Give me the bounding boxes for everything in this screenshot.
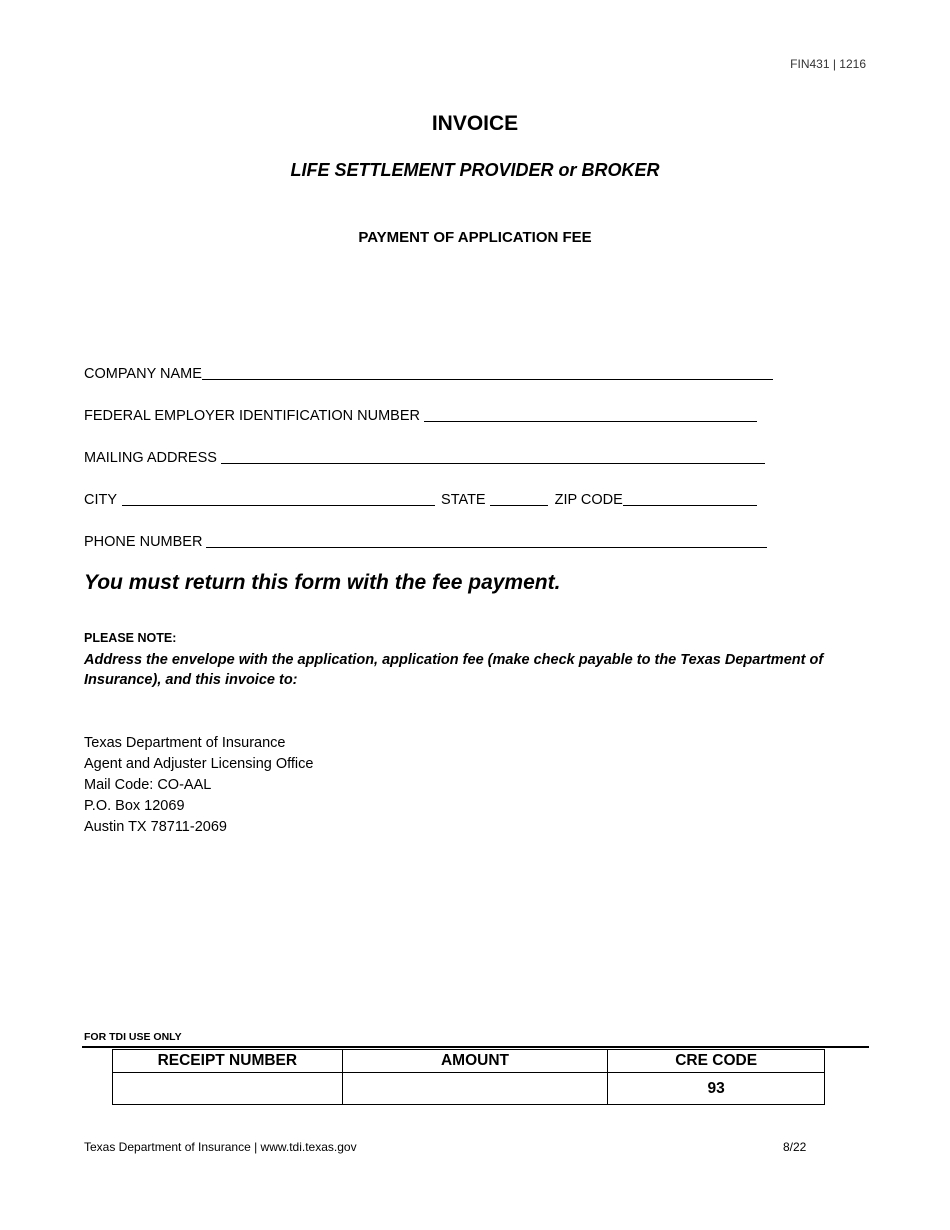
tdi-divider	[82, 1046, 869, 1048]
table-header-row	[113, 1050, 825, 1073]
return-notice: You must return this form with the fee payment.	[84, 571, 561, 594]
page-title: INVOICE	[431, 112, 519, 135]
section-title: PAYMENT OF APPLICATION FEE	[358, 229, 592, 246]
address-line: Agent and Adjuster Licensing Office	[84, 756, 314, 772]
mailing-address-block	[84, 733, 313, 838]
city-state-zip-row	[84, 488, 757, 508]
page-subtitle: LIFE SETTLEMENT PROVIDER or BROKER	[290, 160, 660, 180]
city-field[interactable]	[122, 491, 435, 506]
company-name-field[interactable]	[202, 365, 773, 380]
footer-agency: Texas Department of Insurance | www.tdi.texas.gov	[84, 1140, 357, 1154]
fein-field[interactable]	[424, 407, 757, 422]
state-label: STATE	[441, 492, 486, 508]
mailing-address-field[interactable]	[221, 449, 765, 464]
receipt-number-cell[interactable]	[113, 1073, 343, 1105]
phone-field[interactable]	[206, 533, 767, 548]
zip-label: ZIP CODE	[554, 492, 623, 508]
cre-code-cell: 93	[608, 1073, 825, 1105]
note-heading: PLEASE NOTE:	[84, 631, 177, 645]
note-body: Address the envelope with the application, application fee (make check payable to the Texas Department of Insurance), and this invoice to:	[84, 652, 824, 688]
cre-code-header: CRE CODE	[608, 1050, 825, 1073]
amount-cell[interactable]	[342, 1073, 608, 1105]
amount-header: AMOUNT	[342, 1050, 608, 1073]
phone-row	[84, 530, 767, 550]
mailing-address-row	[84, 446, 765, 466]
company-name-row	[84, 362, 773, 382]
phone-label: PHONE NUMBER	[84, 534, 203, 550]
fein-row	[84, 404, 757, 424]
receipt-number-header: RECEIPT NUMBER	[113, 1050, 343, 1073]
address-line: Texas Department of Insurance	[84, 735, 286, 751]
company-name-label: COMPANY NAME	[84, 366, 202, 382]
table-row	[113, 1073, 825, 1105]
address-line: P.O. Box 12069	[84, 798, 185, 814]
fee-table	[112, 1049, 825, 1105]
city-label: CITY	[84, 492, 118, 508]
tdi-use-label: FOR TDI USE ONLY	[84, 1031, 182, 1043]
zip-field[interactable]	[623, 491, 757, 506]
fein-label: FEDERAL EMPLOYER IDENTIFICATION NUMBER	[84, 408, 420, 424]
mailing-address-label: MAILING ADDRESS	[84, 450, 217, 466]
state-field[interactable]	[490, 491, 548, 506]
address-line: Mail Code: CO-AAL	[84, 777, 212, 793]
footer-revision: 8/22	[783, 1140, 807, 1154]
address-line: Austin TX 78711-2069	[84, 819, 227, 835]
form-id: FIN431 | 1216	[790, 57, 866, 71]
